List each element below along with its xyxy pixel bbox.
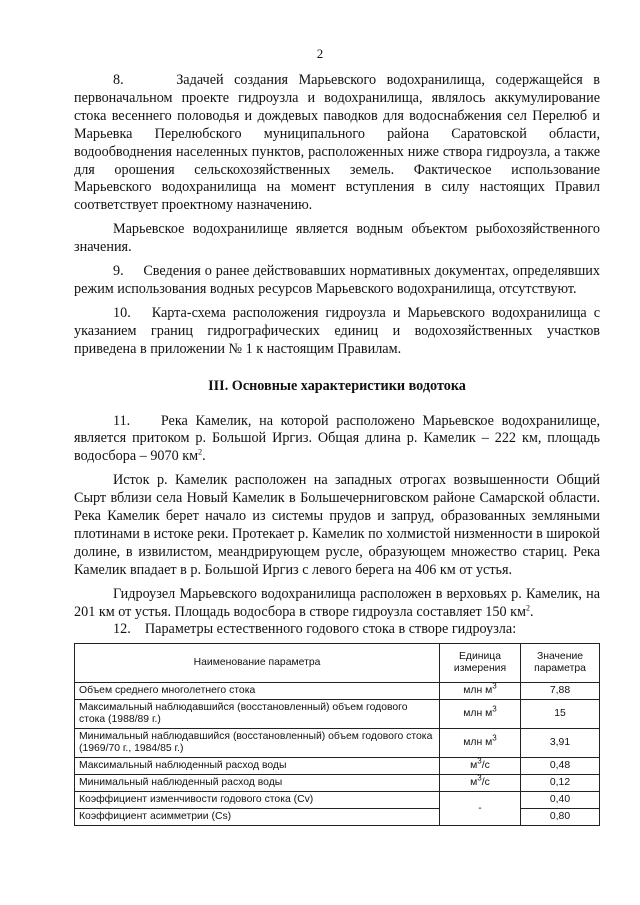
param-value: 7,88 <box>521 683 600 700</box>
paragraph-11-end: . <box>202 448 206 465</box>
param-name: Максимальный наблюденный расход воды <box>75 758 440 775</box>
paragraph-8: 8. Задачей создания Марьевского водохранилища, содержащейся в первоначальном проекте гидроузла и водохранилища, являлось аккумулирование стока весеннего половодья и дождевых паводков для водоснабжения сел Перелюб и Марьевка Перелюбского муниципального района Саратовской области, водообводнения населенных пунктов, расположенных ниже створа гидроузла, а также для орошения сельскохозяйственных земель. Фактическое использование Марьевского водохранилища на момент вступления в силу настоящих Правил соответствует проектному назначению. <box>74 72 600 214</box>
paragraph-11-text: 11. Река Камелик, на которой расположено Марьевское водохранилище, является притоком р. Большой Иргиз. Общая длина р. Камелик – 222 км, площадь водосбора – 9070 км <box>74 412 600 465</box>
header-name: Наименование параметра <box>75 644 440 683</box>
param-value: 0,80 <box>521 809 600 826</box>
param-value: 3,91 <box>521 729 600 758</box>
param-unit <box>440 758 521 775</box>
paragraph-11 <box>74 413 600 467</box>
unit-text: млн м <box>463 737 493 749</box>
table-row <box>75 809 600 826</box>
unit-sup: 3 <box>492 681 497 691</box>
param-name: Коэффициент асимметрии (Cs) <box>75 809 440 826</box>
param-name: Коэффициент изменчивости годового стока (Cv) <box>75 792 440 809</box>
section-heading: III. Основные характеристики водотока <box>208 377 466 394</box>
table-row <box>75 700 600 729</box>
paragraph-hydro-node-sup: 2 <box>525 602 530 612</box>
param-value: 0,48 <box>521 758 600 775</box>
header-value: Значение параметра <box>521 644 600 683</box>
table-row <box>75 683 600 700</box>
paragraph-hydro-node-end: . <box>529 603 534 620</box>
param-value: 15 <box>521 700 600 729</box>
table-row <box>75 729 600 758</box>
unit-tail: /с <box>481 777 490 789</box>
param-name: Максимальный наблюдавшийся (восстановленный) объем годового стока (1988/89 г.) <box>75 700 440 729</box>
param-unit <box>440 729 521 758</box>
param-unit-merged: - <box>440 792 521 826</box>
unit-sup: 3 <box>477 773 482 783</box>
paragraph-source: Исток р. Камелик расположен на западных отрогах возвышенности Общий Сырт вблизи села Новый Камелик в Большечерниговском районе Самарской области. Река Камелик берет начало из системы прудов и запруд, образованных земляными плотинами в истоке реки. Протекает р. Камелик по холмистой низменности в широкой долине, в извилистом, меандрирующем русле, образующем множество стариц. Река Камелик впадает в р. Большой Иргиз с левого берега на 406 км от устья. <box>74 472 600 578</box>
param-unit <box>440 700 521 729</box>
paragraph-hydro-node <box>74 586 600 622</box>
unit-sup: 3 <box>477 756 482 766</box>
paragraph-9: 9. Сведения о ранее действовавших нормативных документах, определявших режим использования водных ресурсов Марьевского водохранилища, отсутствуют. <box>74 263 600 297</box>
unit-text: млн м <box>463 708 493 720</box>
unit-tail: /с <box>481 760 490 772</box>
unit-sup: 3 <box>492 733 497 743</box>
unit-text: млн м <box>463 685 493 697</box>
param-name: Минимальный наблюдавшийся (восстановленный) объем годового стока (1969/70 г., 1984/85 г.) <box>75 729 440 758</box>
unit-sup: 3 <box>492 704 497 714</box>
param-name: Объем среднего многолетнего стока <box>75 683 440 700</box>
table-header-row <box>75 644 600 683</box>
table-row <box>75 775 600 792</box>
param-value: 0,12 <box>521 775 600 792</box>
param-unit <box>440 683 521 700</box>
document-body <box>74 72 600 826</box>
unit-text: м <box>470 760 478 772</box>
paragraph-12: 12. Параметры естественного годового стока в створе гидроузла: <box>113 621 517 638</box>
page-number: 2 <box>316 46 324 61</box>
paragraph-8-fishery: Марьевское водохранилище является водным объектом рыбохозяйственного значения. <box>74 221 600 256</box>
param-unit <box>440 775 521 792</box>
table-row <box>75 792 600 809</box>
param-name: Минимальный наблюденный расход воды <box>75 775 440 792</box>
header-unit: Единица измерения <box>440 644 521 683</box>
paragraph-10: 10. Карта-схема расположения гидроузла и Марьевского водохранилища с указанием границ гидрографических единиц и водохозяйственных участков приведена в приложении № 1 к настоящим Правилам. <box>74 304 600 357</box>
unit-text: м <box>470 777 478 789</box>
runoff-parameters-table <box>74 643 600 826</box>
param-value: 0,40 <box>521 792 600 809</box>
paragraph-hydro-node-text: Гидроузел Марьевского водохранилища расположен в верховьях р. Камелик, на 201 км от устья. Площадь водосбора в створе гидроузла составляет 150 км <box>74 585 600 620</box>
paragraph-11-sup: 2 <box>198 447 203 457</box>
table-row <box>75 758 600 775</box>
